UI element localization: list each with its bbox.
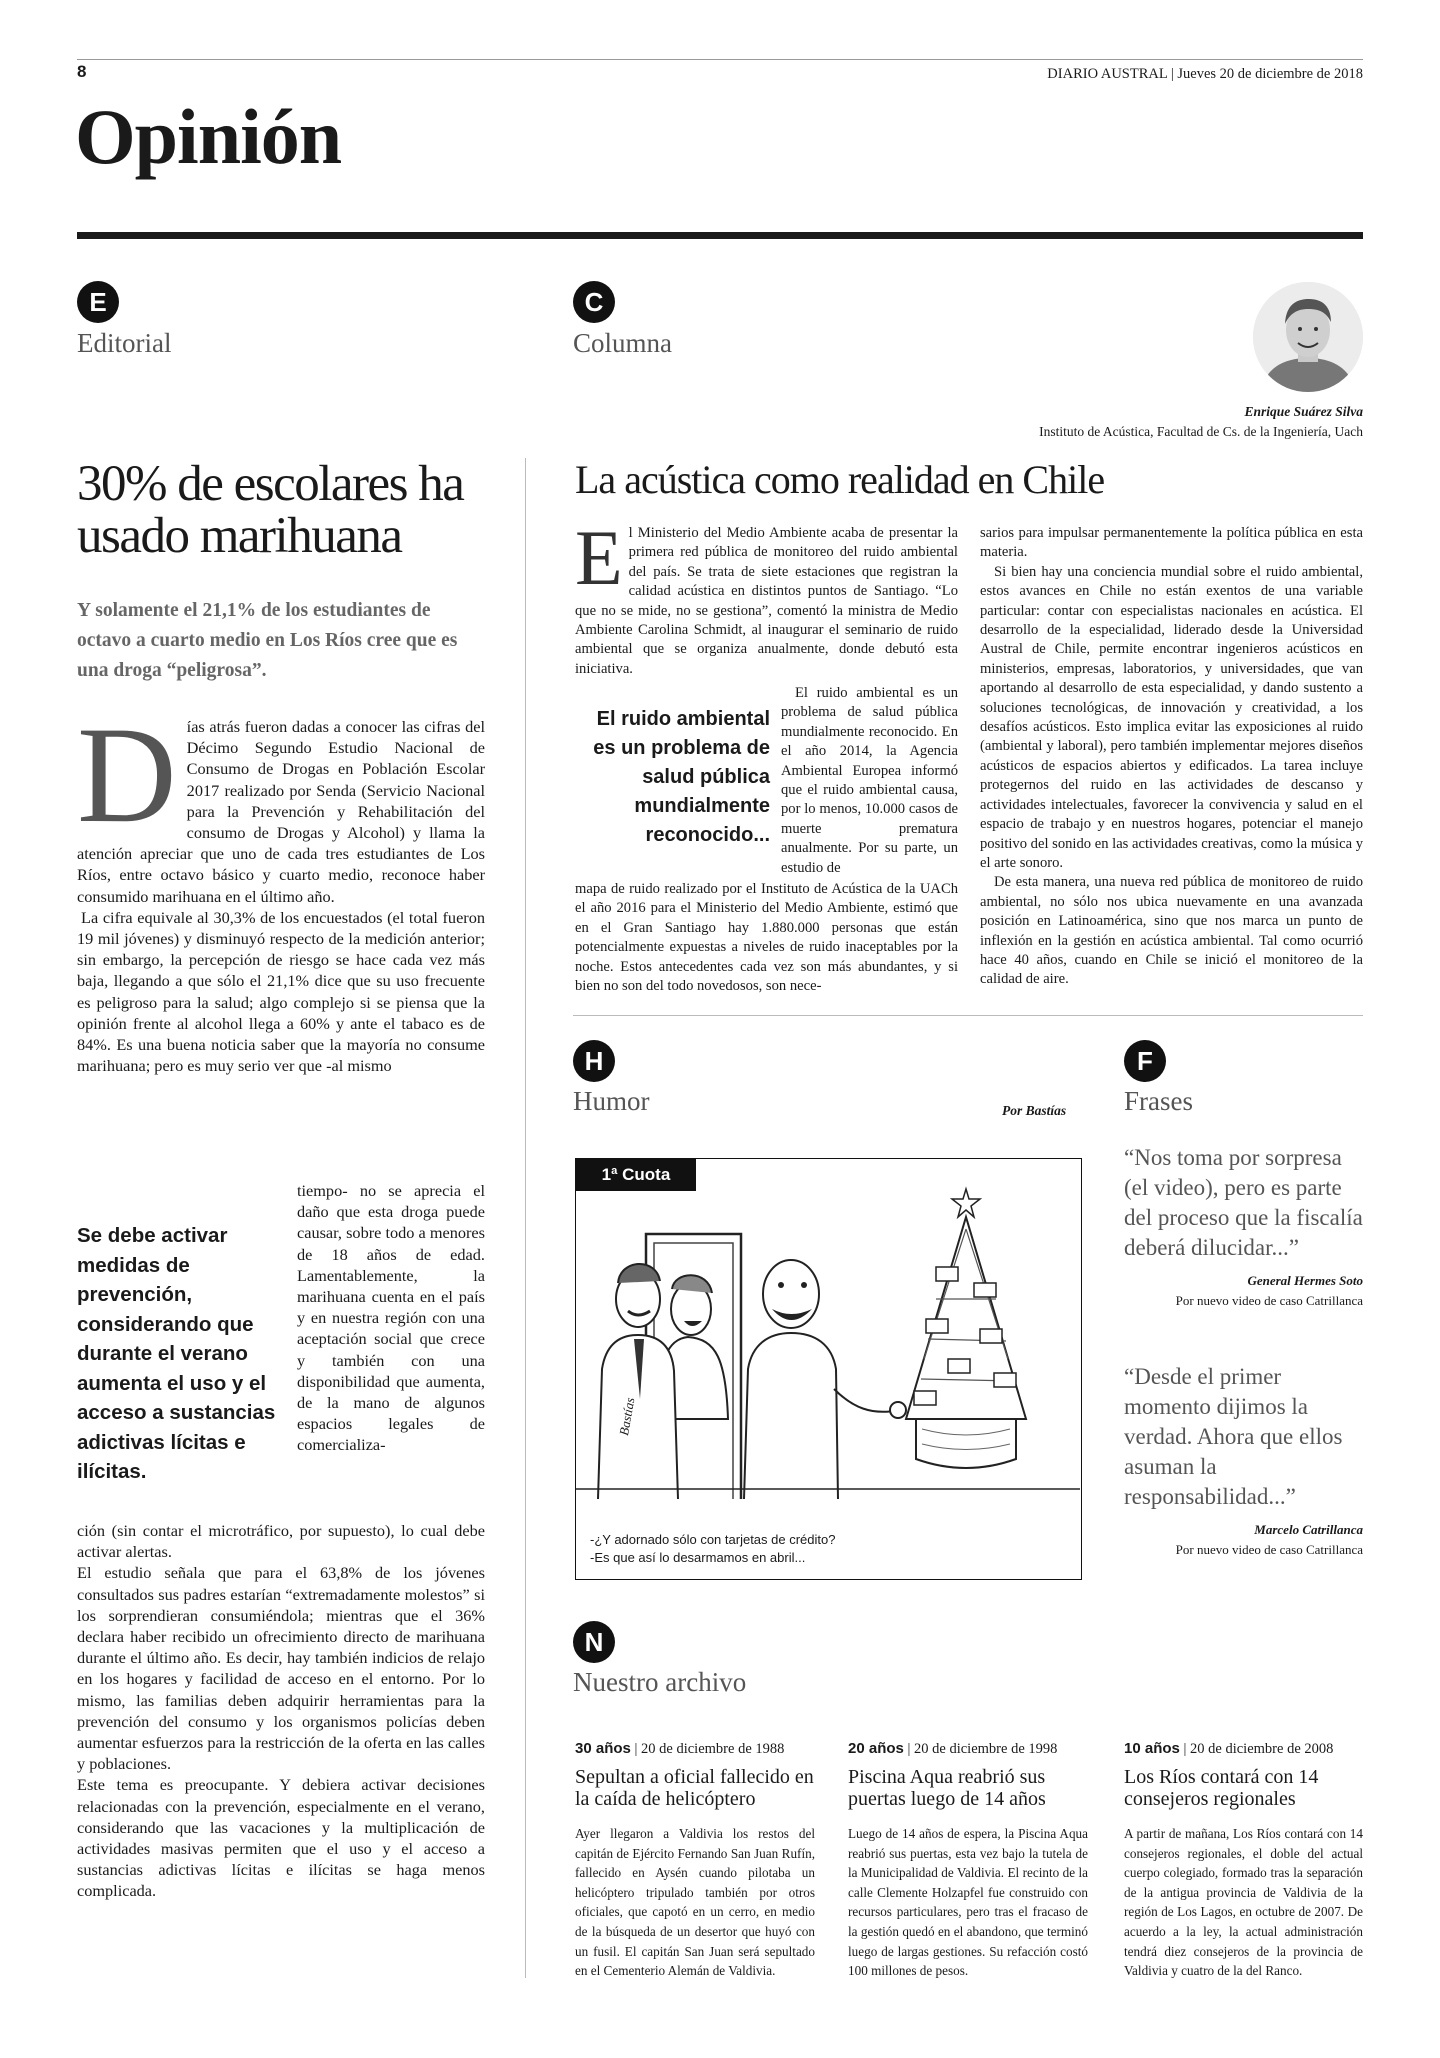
archive-date: 20 de diciembre de 1988: [641, 1741, 785, 1757]
column-paragraph-5: De esta manera, una nueva red pública de monitoreo de ruido ambiental, no sólo nos ubica nuevamente en una avanzada posición en Latinoamérica, sino que nos marca un punto de inflexión en la gestión en acústica ambiental. Tal como ocurrió hace 40 años, cuando en Chile se inició el monitoreo de la calidad de aire.: [980, 874, 1363, 988]
cartoon-drawing: [576, 1159, 1080, 1499]
editorial-headline: 30% de escolares ha usado marihuana: [77, 456, 464, 564]
archive-label: Nuestro archivo: [573, 1667, 747, 1697]
archive-item-1: [575, 1740, 815, 1981]
author-portrait-icon: [1253, 282, 1363, 392]
column-body-right: [980, 524, 1363, 990]
editorial-drop-cap: D: [77, 698, 177, 851]
editorial-continued: [77, 1520, 485, 1902]
archive-body: Ayer llegaron a Valdivia los restos del capitán de Ejército Fernando San Juan Rufín, fallecido en Aysén cuando pilotaba un helicóptero tripulado también por otros oficiales, que capotó en un cerro, en medio de la búsqueda de un desertor que huyó con un fusil. El capitán San Juan será sepultado en el Cementerio Alemán de Valdivia.: [575, 1826, 815, 1979]
column-paragraph-2-rest: mapa de ruido realizado por el Instituto de Acústica de la UACh el año 2016 para el Ministerio del Medio Ambiente, estimó que en el Gran Santiago hay 1.880.000 personas que están potencialmente expuestas a niveles de ruido inaceptables por la noche. Estos antecedentes cada vez son más abundantes, y si bien no son del todo novedosos, son nece-: [575, 881, 958, 995]
column-body-left: [575, 514, 958, 679]
publication-name: DIARIO AUSTRAL: [1047, 66, 1168, 82]
archive-headline: Sepultan a oficial fallecido en la caída de helicóptero: [575, 1766, 814, 1810]
archive-headline: Piscina Aqua reabrió sus puertas luego de 14 años: [848, 1766, 1046, 1810]
cartoon-title: 1ª Cuota: [576, 1159, 696, 1191]
column-bottom-rule: [573, 1015, 1363, 1016]
column-label: Columna: [573, 328, 672, 358]
archive-years: 20 años: [848, 1740, 904, 1757]
archive-badge: N: [573, 1621, 615, 1663]
editorial-paragraph-3: ción (sin contar el microtráfico, por supuesto), lo cual debe activar alertas.: [77, 1521, 485, 1562]
column-drop-cap: E: [575, 514, 623, 601]
archive-dateline: 30 años | 20 de diciembre de 1988: [575, 1740, 785, 1757]
column-paragraph-1: l Ministerio del Medio Ambiente acaba de presentar la primera red pública de monitoreo del ruido ambiental del país. Se trata de siete estaciones que registran la calidad acústica en distintos puntos de Santiago. “Lo que no se mide, no se gestiona”, comentó la ministra de Medio Ambiente Carolina Schmidt, al inaugurar el seminario de ruido ambiental que se organiza anualmente, donde debutó esta iniciativa.: [575, 525, 958, 677]
humor-badge: H: [573, 1040, 615, 1082]
page-number: 8: [77, 62, 87, 81]
archive-date: 20 de diciembre de 1998: [914, 1741, 1058, 1757]
editorial-badge: E: [77, 281, 119, 323]
column-pull-quote: El ruido ambiental es un problema de salud pública mundialmente reconocido...: [593, 708, 770, 846]
title-rule: [77, 232, 1363, 239]
editorial-paragraph-2: La cifra equivale al 30,3% de los encuestados (el total fueron 19 mil jóvenes) y disminuyó respecto de la medición anterior; sin embargo, la percepción de riesgo se hace cada vez más baja, llegando a que sólo el 21,1% dice que su uso frecuente es peligroso para la salud; algo complejo si se piensa que la opinión frente al alcohol llega a 60% y ante el tabaco es de 84%. Es una buena noticia saber que la mayoría no consume marihuana; pero es muy serio ver que -al mismo: [77, 907, 485, 1076]
quote-author: General Hermes Soto: [1247, 1273, 1363, 1288]
cartoon-signature: Bastías: [616, 1396, 638, 1437]
editorial-label: Editorial: [77, 328, 172, 358]
editorial-paragraph-5: Este tema es preocupante. Y debiera activar decisiones relacionadas con la prevención, especialmente en el verano, considerando que las vacaciones y la multiplicación de actividades masivas permiten que el uso y el acceso a sustancias adictivas lícitas e ilícitas se haga menos complicada.: [77, 1775, 485, 1901]
frases-label: Frases: [1124, 1086, 1193, 1116]
page-title: Opinión: [75, 93, 342, 180]
frases-badge: F: [1124, 1040, 1166, 1082]
archive-dateline: 10 años | 20 de diciembre de 2008: [1124, 1740, 1334, 1757]
column-divider: [525, 458, 526, 1978]
author-name: Enrique Suárez Silva: [1244, 404, 1363, 419]
quote-text: “Desde el primer momento dijimos la verdad. Ahora que ellos asuman la responsabilidad...”: [1124, 1364, 1343, 1509]
quote-author: Marcelo Catrillanca: [1254, 1522, 1363, 1537]
cartoon-caption: [590, 1531, 835, 1567]
author-affiliation: Instituto de Acústica, Facultad de Cs. de la Ingeniería, Uach: [1039, 424, 1363, 439]
editorial-wrap-text: tiempo- no se aprecia el daño que esta droga puede causar, sobre todo a menores de 18 años de edad. Lamentablemente, la marihuana cuenta en el país y en nuestra región con una aceptación social que crece y también con una disponibilidad que aumenta, de la mano de algunos espacios legales de comercializa-: [297, 1181, 485, 1455]
cartoon-caption-line-1: -¿Y adornado sólo con tarjetas de crédito?: [590, 1532, 836, 1547]
top-rule: [77, 59, 1363, 60]
archive-item-3: [1124, 1740, 1363, 1981]
humor-label: Humor: [573, 1086, 650, 1116]
archive-body: Luego de 14 años de espera, la Piscina Aqua reabrió sus puertas, esta vez bajo la tutela de la Municipalidad de Valdivia. El recinto de la calle Clemente Holzapfel fue construido con recursos particulares, pero tras el fracaso de la gestión quedó en el abandono, que terminó luego de largas gestiones. Su refacción costó 100 millones de pesos.: [848, 1826, 1088, 1979]
archive-body: A partir de mañana, Los Ríos contará con 14 consejeros regionales, el doble del actual cuerpo colegiado, formado tras la separación de la antigua provincia de Valdivia de la región de Los Lagos, en octubre de 2007. De acuerdo a la ley, la actual administración tendrá diez consejeros de la provincia de Valdivia y cuatro de la del Ranco.: [1124, 1826, 1363, 1979]
humor-credit: Por Bastías: [1002, 1103, 1067, 1118]
column-paragraph-4: Si bien hay una conciencia mundial sobre el ruido ambiental, estos avances en Chile no están exentos de una variable particular: contar con especialistas nacionales en acústica. El desarrollo de la especialidad, liderado desde la Universidad Austral de Chile, permite encontrar ingenieros acústicos en ministerios, empresas, laboratorios, y universidades, que van aportando al desarrollo de esta especialidad, y dando sustento a soluciones tecnológicas, de innovación y creatividad, a los desafíos acústicos. Esto implica evitar las exposiciones al ruido (ambiental y laboral), pero también implementar mejores diseños acústicos de espacios abiertos y edificados. La tarea incluye protegernos del ruido en las actividades de descanso y actividades intelectuales, favorecer la convivencia y salud en el espacio de trabajo y en nuestros hogares, potenciar el manejo positivo del sonido en las actividades creativas, como la música y el arte sonoro.: [980, 563, 1363, 871]
cartoon-caption-line-2: -Es que así lo desarmamos en abril...: [590, 1550, 806, 1565]
column-paragraph-3: sarios para impulsar permanentemente la política pública en esta materia.: [980, 525, 1363, 561]
column-badge: C: [573, 281, 615, 323]
archive-dateline: 20 años | 20 de diciembre de 1998: [848, 1740, 1058, 1757]
column-paragraph-2-wrap: El ruido ambiental es un problema de salud pública mundialmente reconocido. En el año 2014, la Agencia Ambiental Europea informó que el ruido ambiental causa, por lo menos, 10.000 casos de muerte prematura anualmente. Por su parte, un estudio de: [781, 685, 958, 876]
column-body-left-bottom: [575, 880, 958, 996]
quote-block-2: [1124, 1362, 1363, 1558]
cartoon: [575, 1158, 1082, 1580]
editorial-body: [77, 698, 485, 1076]
author-photo: [1253, 282, 1363, 392]
archive-headline: Los Ríos contará con 14 consejeros regionales: [1124, 1766, 1319, 1810]
archive-date: 20 de diciembre de 2008: [1190, 1741, 1334, 1757]
issue-date: Jueves 20 de diciembre de 2018: [1177, 66, 1363, 82]
editorial-pull-quote: Se debe activar medidas de prevención, considerando que durante el verano aumenta el uso y el acceso a sustancias adictivas lícitas e ilícitas.: [77, 1224, 276, 1483]
quote-text: “Nos toma por sorpresa (el video), pero es parte del proceso que la fiscalía deberá dilucidar...”: [1124, 1145, 1363, 1260]
editorial-dek: Y solamente el 21,1% de los estudiantes de octavo a cuarto medio en Los Ríos cree que es una droga “peligrosa”.: [77, 600, 458, 681]
editorial-paragraph-4: El estudio señala que para el 63,8% de los jóvenes consultados sus padres estarían “extremadamente molestos” si los sorprendieran consumiéndola; mientras que el 36% declara haber recibido un ofrecimiento directo de marihuana durante el último año. Es decir, hay también indicios de relajo en los hogares y facilidad de acceso en el entorno. Por lo mismo, las familias deben adquirir herramientas para la prevención del consumo y los organismos policías deben aumentar esfuerzos para la restricción de la oferta en las calles y poblaciones.: [77, 1563, 485, 1774]
dateline: DIARIO AUSTRAL | Jueves 20 de diciembre de 2018: [1047, 66, 1363, 82]
archive-years: 10 años: [1124, 1740, 1180, 1757]
column-headline: La acústica como realidad en Chile: [575, 457, 1105, 502]
quote-context: Por nuevo video de caso Catrillanca: [1175, 1293, 1363, 1308]
column-wrap-text: [781, 684, 958, 878]
quote-context: Por nuevo video de caso Catrillanca: [1175, 1542, 1363, 1557]
archive-years: 30 años: [575, 1740, 631, 1757]
quote-block-1: [1124, 1143, 1363, 1309]
editorial-intro: ías atrás fueron dadas a conocer las cifras del Décimo Segundo Estudio Nacional de Consumo de Drogas en Población Escolar 2017 realizado por Senda (Servicio Nacional para la Prevención y Rehabilitación del consumo de Drogas y Alcohol) y llama la atención apreciar que uno de cada tres estudiantes de Los Ríos, entre octavo básico y cuarto medio, reconoce haber consumido marihuana en el último año.: [77, 717, 485, 906]
archive-item-2: [848, 1740, 1088, 1981]
